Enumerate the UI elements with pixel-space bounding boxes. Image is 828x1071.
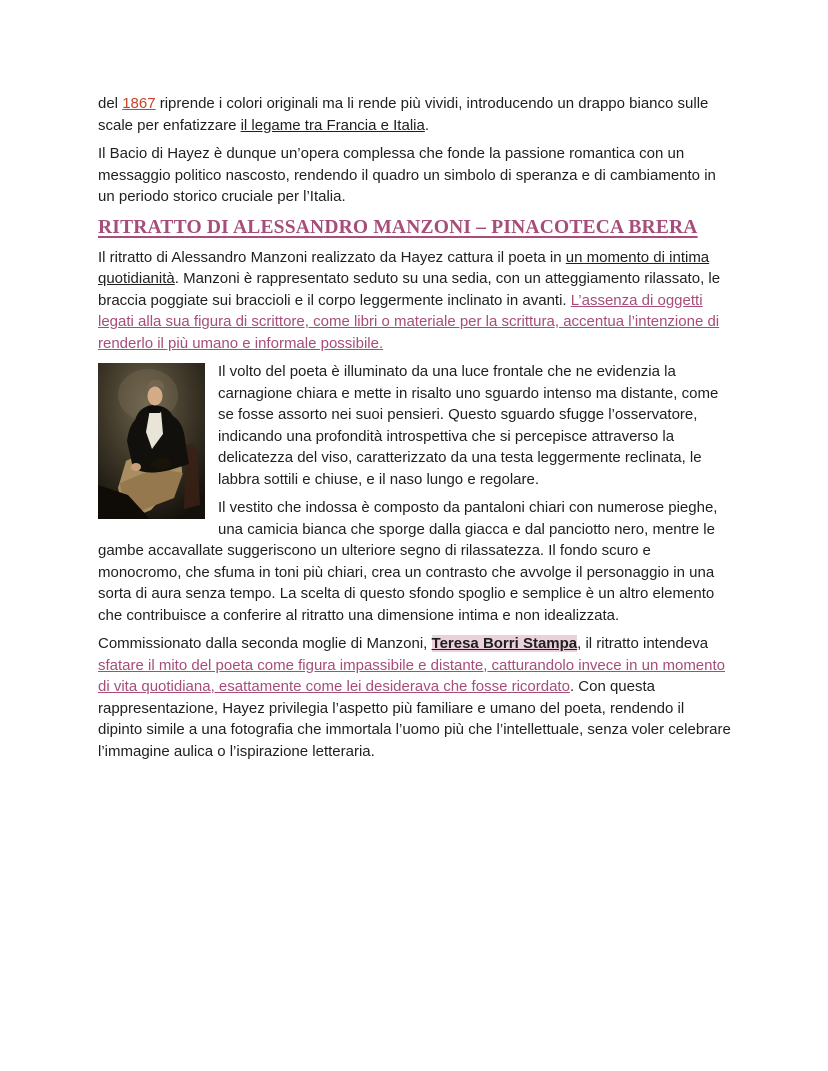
manzoni-portrait-painting <box>98 363 205 519</box>
para-bacio-conclusione <box>98 143 731 208</box>
link-1867[interactable]: 1867 <box>122 95 156 112</box>
para-ritratto-intro <box>98 247 731 355</box>
link-sfatare-mito[interactable]: sfatare il mito del poeta come figura impassibile e distante, catturandolo invece in un momento di vita quotidiana, esattamente come lei desiderava che fosse ricordato <box>98 656 726 695</box>
link-assenza-oggetti[interactable]: L’assenza di oggetti legati alla sua figura di scrittore, come libri o materiale per la scrittura, accentua l’intenzione di renderlo il più umano e informale possibile. <box>98 291 720 352</box>
text-run: . Manzoni è rappresentato seduto su una sedia, con un atteggiamento rilassato, le braccia poggiate sui braccioli e il corpo leggermente inclinato in avanti. <box>98 270 721 309</box>
manzoni-portrait-figure <box>98 363 205 519</box>
text-run: Commissionato dalla seconda moglie di Manzoni, <box>98 635 432 652</box>
text-run: . <box>424 116 429 134</box>
text-run: riprende i colori originali ma li rende più vividi, introducendo un drappo bianco sulle scale per enfatizzare <box>98 95 709 134</box>
link-momento-intima-quotidianita[interactable]: un momento di intima quotidianità <box>98 248 710 287</box>
text-run: Il ritratto di Alessandro Manzoni realizzato da Hayez cattura il poeta in <box>98 248 566 266</box>
text-run: , il ritratto intendeva <box>577 635 709 652</box>
heading-link-ritratto-manzoni[interactable]: RITRATTO DI ALESSANDRO MANZONI – PINACOTECA BRERA <box>98 216 698 238</box>
heading-ritratto-manzoni <box>98 215 731 241</box>
text-run: . Con questa rappresentazione, Hayez privilegia l’aspetto più familiare e umano del poeta, rendendo il dipinto simile a una fotografia che immortala l’uomo più che l’intellettuale, senza voler celebrare l’immagine aulica o l’ispirazione letteraria. <box>98 678 731 760</box>
link-teresa-borri-stampa[interactable]: Teresa Borri Stampa <box>431 635 578 652</box>
text-run: del <box>98 95 123 112</box>
link-legame-francia-italia[interactable]: il legame tra Francia e Italia <box>240 116 425 134</box>
text-run: Il Bacio di Hayez è dunque un’opera complessa che fonde la passione romantica con un messaggio politico nascosto, rendendo il quadro un simbolo di speranza e di cambiamento in un periodo storico cruciale per l’Italia. <box>98 145 716 205</box>
para-commissione <box>98 633 731 762</box>
para-bacio-versione-1867 <box>98 93 731 136</box>
text-run: Il volto del poeta è illuminato da una luce frontale che ne evidenzia la carnagione chiara e mette in risalto uno sguardo intenso ma distante, come se fosse assorto nei suoi pensieri. Questo sguardo sfugge l’osservatore, indicando una profondità introspettiva che si percepisce attraverso la delicatezza del viso, caratterizzato da una testa leggermente reclinata, le labbra sottili e chiuse, e il naso lungo e regolare. <box>218 363 719 488</box>
text-run: Il vestito che indossa è composto da pantaloni chiari con numerose pieghe, una camicia bianca che sporge dalla giacca e dal panciotto nero, mentre le gambe accavallate suggeriscono un ulteriore segno di rilassatezza. Il fondo scuro e monocromo, che sfuma in toni più chiari, crea un contrasto che avvolge il personaggio in una sorta di aura senza tempo. La scelta di questo sfondo spoglio e semplice è un altro elemento che contribuisce a conferire al ritratto una dimensione intima e non idealizzata. <box>98 499 718 624</box>
